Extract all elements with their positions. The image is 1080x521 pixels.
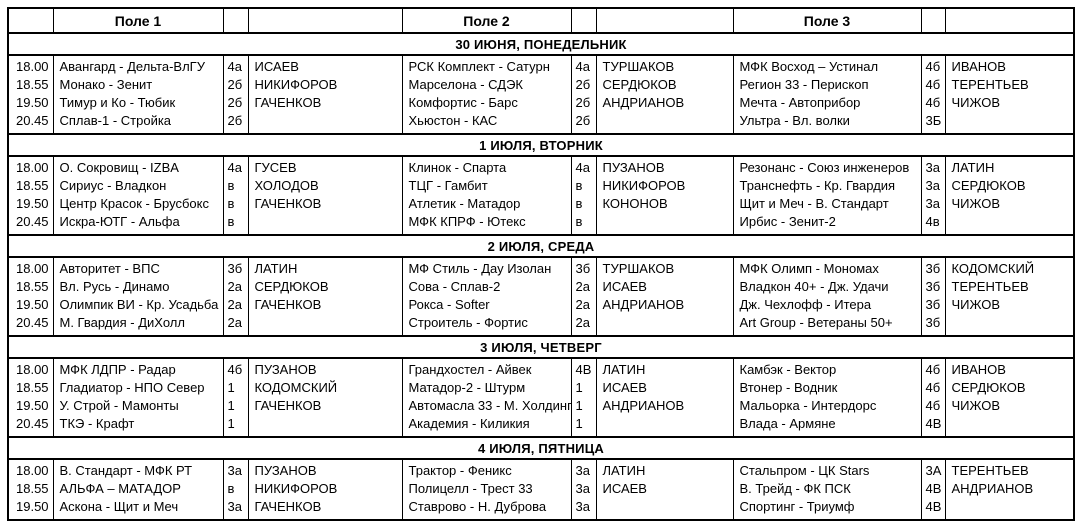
pitch-code: 4б	[925, 77, 941, 92]
referee-name: ЛАТИН	[602, 362, 646, 377]
referee-name: СЕРДЮКОВ	[254, 279, 329, 294]
pitch-code: 1	[575, 416, 583, 431]
pitch-code: 2б	[575, 77, 591, 92]
time-entry: 20.45	[16, 214, 49, 229]
time-entry: 19.50	[16, 499, 49, 514]
match-entry: Монако - Зенит	[59, 77, 153, 92]
pitch-code: 2б	[575, 95, 591, 110]
referee-cell	[945, 459, 1074, 520]
referee-cell	[945, 257, 1074, 336]
match-entry: Авангард - Дельта-ВлГУ	[59, 59, 205, 74]
pitch-code-cell	[571, 156, 596, 235]
pitch-code: 3б	[575, 261, 591, 276]
day-title: 1 ИЮЛЯ, ВТОРНИК	[8, 134, 1074, 156]
match-cell	[402, 257, 571, 336]
pitch-code: 2б	[227, 113, 243, 128]
match-entry: МФ Стиль - Дау Изолан	[408, 261, 552, 276]
pitch-code-cell	[921, 459, 945, 520]
pitch-code: 1	[227, 398, 235, 413]
referee-name: АНДРИАНОВ	[602, 95, 685, 110]
pitch-code-cell	[921, 55, 945, 134]
match-entry: Art Group - Ветераны 50+	[739, 315, 893, 330]
match-entry: МФК КПРФ - Ютекс	[408, 214, 526, 229]
time-entry: 20.45	[16, 113, 49, 128]
referee-cell	[596, 459, 733, 520]
match-entry: Клинок - Спарта	[408, 160, 507, 175]
pitch-code: 3б	[925, 279, 941, 294]
match-cell	[53, 156, 223, 235]
match-entry: Мальорка - Интердорс	[739, 398, 877, 413]
match-entry: Хьюстон - КАС	[408, 113, 498, 128]
pitch-code: 3А	[925, 463, 942, 478]
match-cell	[53, 459, 223, 520]
time-entry: 18.55	[16, 279, 49, 294]
referee-name: НИКИФОРОВ	[602, 178, 686, 193]
referee-name: ГАЧЕНКОВ	[254, 95, 322, 110]
match-cell	[402, 55, 571, 134]
pitch-code: 4в	[925, 214, 940, 229]
pitch-code: в	[227, 481, 235, 496]
match-entry: АЛЬФА – МАТАДОР	[59, 481, 181, 496]
pitch-code: 3а	[575, 499, 590, 514]
pitch-code: 2а	[227, 279, 242, 294]
match-entry: Олимпик ВИ - Кр. Усадьба	[59, 297, 219, 312]
match-cell	[733, 55, 921, 134]
pitch-code: 4а	[227, 59, 242, 74]
schedule-table	[7, 7, 1075, 521]
time-entry: 19.50	[16, 95, 49, 110]
time-entry: 18.00	[16, 362, 49, 377]
day-title: 4 ИЮЛЯ, ПЯТНИЦА	[8, 437, 1074, 459]
pitch-code: 3а	[575, 463, 590, 478]
match-entry: Авторитет - ВПС	[59, 261, 160, 276]
referee-cell	[596, 156, 733, 235]
day-schedule-row	[8, 55, 1074, 134]
time-entry: 18.00	[16, 463, 49, 478]
match-entry: М. Гвардия - ДиХолл	[59, 315, 185, 330]
day-title: 2 ИЮЛЯ, СРЕДА	[8, 235, 1074, 257]
day-schedule-row	[8, 459, 1074, 520]
match-entry: Влада - Армяне	[739, 416, 836, 431]
match-entry: Матадор-2 - Штурм	[408, 380, 526, 395]
match-cell	[53, 358, 223, 437]
pitch-code: 1	[227, 380, 235, 395]
match-cell	[53, 257, 223, 336]
time-entry: 20.45	[16, 416, 49, 431]
pitch-code: 4б	[925, 398, 941, 413]
pitch-code-cell	[223, 156, 248, 235]
match-entry: В. Стандарт - МФК РТ	[59, 463, 193, 478]
referee-name: ГАЧЕНКОВ	[254, 499, 322, 514]
pitch-code: 2б	[227, 95, 243, 110]
pitch-code: 1	[575, 398, 583, 413]
time-entry: 19.50	[16, 196, 49, 211]
referee-name: ЧИЖОВ	[951, 398, 1001, 413]
referee-name: ЛАТИН	[602, 463, 646, 478]
pitch-code: 4В	[925, 481, 942, 496]
referee-name: ТУРШАКОВ	[602, 261, 675, 276]
match-entry: Транснефть - Кр. Гвардия	[739, 178, 896, 193]
field-1-referee-header-cell	[248, 8, 402, 33]
referee-name: ЛАТИН	[254, 261, 298, 276]
referee-name: СЕРДЮКОВ	[602, 77, 677, 92]
referee-name: ТЕРЕНТЬЕВ	[951, 463, 1029, 478]
pitch-code-cell	[921, 257, 945, 336]
match-entry: Ирбис - Зенит-2	[739, 214, 836, 229]
referee-name: ГАЧЕНКОВ	[254, 297, 322, 312]
time-cell	[8, 257, 53, 336]
referee-name: ИВАНОВ	[951, 362, 1006, 377]
match-entry: Рокса - Softer	[408, 297, 490, 312]
referee-cell	[945, 55, 1074, 134]
pitch-code: 3Б	[925, 113, 942, 128]
referee-cell	[945, 156, 1074, 235]
referee-cell	[248, 156, 402, 235]
pitch-code: 2а	[227, 315, 242, 330]
day-title-row	[8, 134, 1074, 156]
pitch-code: в	[575, 196, 583, 211]
referee-name: ЛАТИН	[951, 160, 995, 175]
match-entry: МФК Олимп - Мономах	[739, 261, 879, 276]
match-entry: Автомасла 33 - М. Холдинг	[408, 398, 572, 413]
match-entry: МФК ЛДПР - Радар	[59, 362, 176, 377]
time-entry: 18.55	[16, 481, 49, 496]
pitch-code: 1	[575, 380, 583, 395]
field-3-code-header-cell	[921, 8, 945, 33]
match-entry: Центр Красок - Брусбокс	[59, 196, 209, 211]
pitch-code: 3а	[925, 196, 940, 211]
referee-name: ЧИЖОВ	[951, 297, 1001, 312]
pitch-code: 4В	[925, 499, 942, 514]
pitch-code: 3б	[925, 315, 941, 330]
match-entry: Вл. Русь - Динамо	[59, 279, 170, 294]
referee-cell	[596, 55, 733, 134]
time-cell	[8, 358, 53, 437]
match-entry: Регион 33 - Перископ	[739, 77, 869, 92]
pitch-code: 4а	[575, 160, 590, 175]
day-title-row	[8, 235, 1074, 257]
pitch-code: в	[227, 178, 235, 193]
day-schedule-row	[8, 358, 1074, 437]
time-entry: 18.00	[16, 160, 49, 175]
time-entry: 18.55	[16, 380, 49, 395]
referee-name: АНДРИАНОВ	[602, 398, 685, 413]
match-cell	[402, 459, 571, 520]
referee-name: ХОЛОДОВ	[254, 178, 319, 193]
match-entry: Атлетик - Матадор	[408, 196, 521, 211]
match-entry: В. Трейд - ФК ПСК	[739, 481, 851, 496]
time-entry: 19.50	[16, 297, 49, 312]
time-entry: 18.55	[16, 178, 49, 193]
referee-name: НИКИФОРОВ	[254, 481, 338, 496]
referee-cell	[248, 358, 402, 437]
match-entry: ТЦГ - Гамбит	[408, 178, 488, 193]
day-title-row	[8, 437, 1074, 459]
match-entry: Резонанс - Союз инженеров	[739, 160, 910, 175]
pitch-code-cell	[223, 358, 248, 437]
field-2-code-header-cell	[571, 8, 596, 33]
field-3-header: Поле 3	[733, 8, 921, 33]
time-cell	[8, 156, 53, 235]
pitch-code: 4б	[925, 59, 941, 74]
time-cell	[8, 459, 53, 520]
pitch-code: 2а	[575, 315, 590, 330]
day-schedule-row	[8, 257, 1074, 336]
match-entry: Дж. Чехлофф - Итера	[739, 297, 872, 312]
referee-name: КОДОМСКИЙ	[951, 261, 1035, 276]
match-cell	[733, 156, 921, 235]
referee-name: ТЕРЕНТЬЕВ	[951, 279, 1029, 294]
pitch-code: 4б	[227, 362, 243, 377]
pitch-code: 4а	[227, 160, 242, 175]
pitch-code: 4б	[925, 380, 941, 395]
referee-name: ИСАЕВ	[602, 481, 647, 496]
match-entry: Ставрово - Н. Дуброва	[408, 499, 547, 514]
pitch-code: 4В	[925, 416, 942, 431]
match-entry: Полицелл - Трест 33	[408, 481, 533, 496]
match-entry: Стальпром - ЦК Stars	[739, 463, 870, 478]
time-entry: 18.55	[16, 77, 49, 92]
match-entry: Трактор - Феникс	[408, 463, 512, 478]
match-entry: Гладиатор - НПО Север	[59, 380, 205, 395]
pitch-code-cell	[223, 459, 248, 520]
referee-name: ИСАЕВ	[602, 279, 647, 294]
pitch-code: 3а	[925, 178, 940, 193]
match-cell	[402, 358, 571, 437]
referee-name: ГУСЕВ	[254, 160, 297, 175]
time-entry: 19.50	[16, 398, 49, 413]
referee-name: ТЕРЕНТЬЕВ	[951, 77, 1029, 92]
referee-name: КОДОМСКИЙ	[254, 380, 338, 395]
pitch-code: 2б	[227, 77, 243, 92]
referee-name: ИСАЕВ	[602, 380, 647, 395]
match-entry: Ультра - Вл. волки	[739, 113, 850, 128]
match-cell	[733, 358, 921, 437]
referee-name: ГАЧЕНКОВ	[254, 196, 322, 211]
day-title-row	[8, 336, 1074, 358]
pitch-code-cell	[571, 257, 596, 336]
corner-cell	[8, 8, 53, 33]
day-title: 3 ИЮЛЯ, ЧЕТВЕРГ	[8, 336, 1074, 358]
pitch-code: 3а	[575, 481, 590, 496]
pitch-code: 2а	[575, 297, 590, 312]
match-cell	[53, 55, 223, 134]
referee-name: ПУЗАНОВ	[602, 160, 665, 175]
match-cell	[733, 257, 921, 336]
pitch-code: 3б	[925, 261, 941, 276]
referee-cell	[248, 55, 402, 134]
pitch-code: в	[227, 196, 235, 211]
pitch-code: 4а	[575, 59, 590, 74]
pitch-code: 4б	[925, 362, 941, 377]
referee-name: ЧИЖОВ	[951, 95, 1001, 110]
match-entry: Грандхостел - Айвек	[408, 362, 532, 377]
match-entry: О. Сокровищ - IZBA	[59, 160, 179, 175]
pitch-code: 3а	[925, 160, 940, 175]
pitch-code: 3б	[925, 297, 941, 312]
match-entry: Академия - Киликия	[408, 416, 530, 431]
referee-cell	[248, 257, 402, 336]
pitch-code: в	[575, 214, 583, 229]
pitch-code-cell	[921, 358, 945, 437]
match-entry: Камбэк - Вектор	[739, 362, 837, 377]
field-2-header: Поле 2	[402, 8, 571, 33]
day-schedule-row	[8, 156, 1074, 235]
pitch-code-cell	[223, 257, 248, 336]
time-cell	[8, 55, 53, 134]
field-2-referee-header-cell	[596, 8, 733, 33]
referee-name: СЕРДЮКОВ	[951, 178, 1026, 193]
referee-cell	[248, 459, 402, 520]
pitch-code-cell	[571, 358, 596, 437]
referee-name: ПУЗАНОВ	[254, 362, 317, 377]
pitch-code: 4В	[575, 362, 592, 377]
match-entry: Щит и Меч - В. Стандарт	[739, 196, 889, 211]
referee-name: ЧИЖОВ	[951, 196, 1001, 211]
match-entry: Владкон 40+ - Дж. Удачи	[739, 279, 889, 294]
referee-cell	[596, 257, 733, 336]
match-entry: МФК Восход – Устинал	[739, 59, 879, 74]
match-entry: Марселона - СДЭК	[408, 77, 523, 92]
match-entry: Тимур и Ко - Тюбик	[59, 95, 176, 110]
referee-cell	[945, 358, 1074, 437]
pitch-code: 3б	[227, 261, 243, 276]
time-entry: 18.00	[16, 59, 49, 74]
field-1-header: Поле 1	[53, 8, 223, 33]
pitch-code: 3а	[227, 499, 242, 514]
referee-name: ИВАНОВ	[951, 59, 1006, 74]
time-entry: 20.45	[16, 315, 49, 330]
field-1-code-header-cell	[223, 8, 248, 33]
pitch-code: в	[227, 214, 235, 229]
pitch-code: 2а	[227, 297, 242, 312]
pitch-code-cell	[223, 55, 248, 134]
referee-name: АНДРИАНОВ	[951, 481, 1034, 496]
referee-name: ИСАЕВ	[254, 59, 299, 74]
match-entry: Мечта - Автоприбор	[739, 95, 861, 110]
match-entry: Спортинг - Триумф	[739, 499, 855, 514]
field-3-referee-header-cell	[945, 8, 1074, 33]
referee-name: АНДРИАНОВ	[602, 297, 685, 312]
referee-cell	[596, 358, 733, 437]
match-entry: Втонер - Водник	[739, 380, 838, 395]
match-entry: Сплав-1 - Стройка	[59, 113, 172, 128]
match-entry: РСК Комплект - Сатурн	[408, 59, 550, 74]
referee-name: СЕРДЮКОВ	[951, 380, 1026, 395]
match-entry: Строитель - Фортис	[408, 315, 528, 330]
pitch-code: 2б	[575, 113, 591, 128]
match-entry: Комфортис - Барс	[408, 95, 518, 110]
pitch-code-cell	[571, 55, 596, 134]
time-entry: 18.00	[16, 261, 49, 276]
match-entry: Сириус - Владкон	[59, 178, 167, 193]
referee-name: ПУЗАНОВ	[254, 463, 317, 478]
pitch-code: 3а	[227, 463, 242, 478]
match-entry: Аскона - Щит и Меч	[59, 499, 179, 514]
referee-name: НИКИФОРОВ	[254, 77, 338, 92]
pitch-code: в	[575, 178, 583, 193]
referee-name: ГАЧЕНКОВ	[254, 398, 322, 413]
referee-name: ТУРШАКОВ	[602, 59, 675, 74]
pitch-code: 1	[227, 416, 235, 431]
pitch-code-cell	[571, 459, 596, 520]
match-entry: Искра-ЮТГ - Альфа	[59, 214, 180, 229]
match-cell	[733, 459, 921, 520]
match-entry: ТКЭ - Крафт	[59, 416, 135, 431]
fields-header-row	[8, 8, 1074, 33]
pitch-code-cell	[921, 156, 945, 235]
day-title: 30 ИЮНЯ, ПОНЕДЕЛЬНИК	[8, 33, 1074, 55]
match-cell	[402, 156, 571, 235]
pitch-code: 2а	[575, 279, 590, 294]
day-title-row	[8, 33, 1074, 55]
pitch-code: 4б	[925, 95, 941, 110]
referee-name: КОНОНОВ	[602, 196, 668, 211]
match-entry: У. Строй - Мамонты	[59, 398, 179, 413]
match-entry: Сова - Сплав-2	[408, 279, 501, 294]
